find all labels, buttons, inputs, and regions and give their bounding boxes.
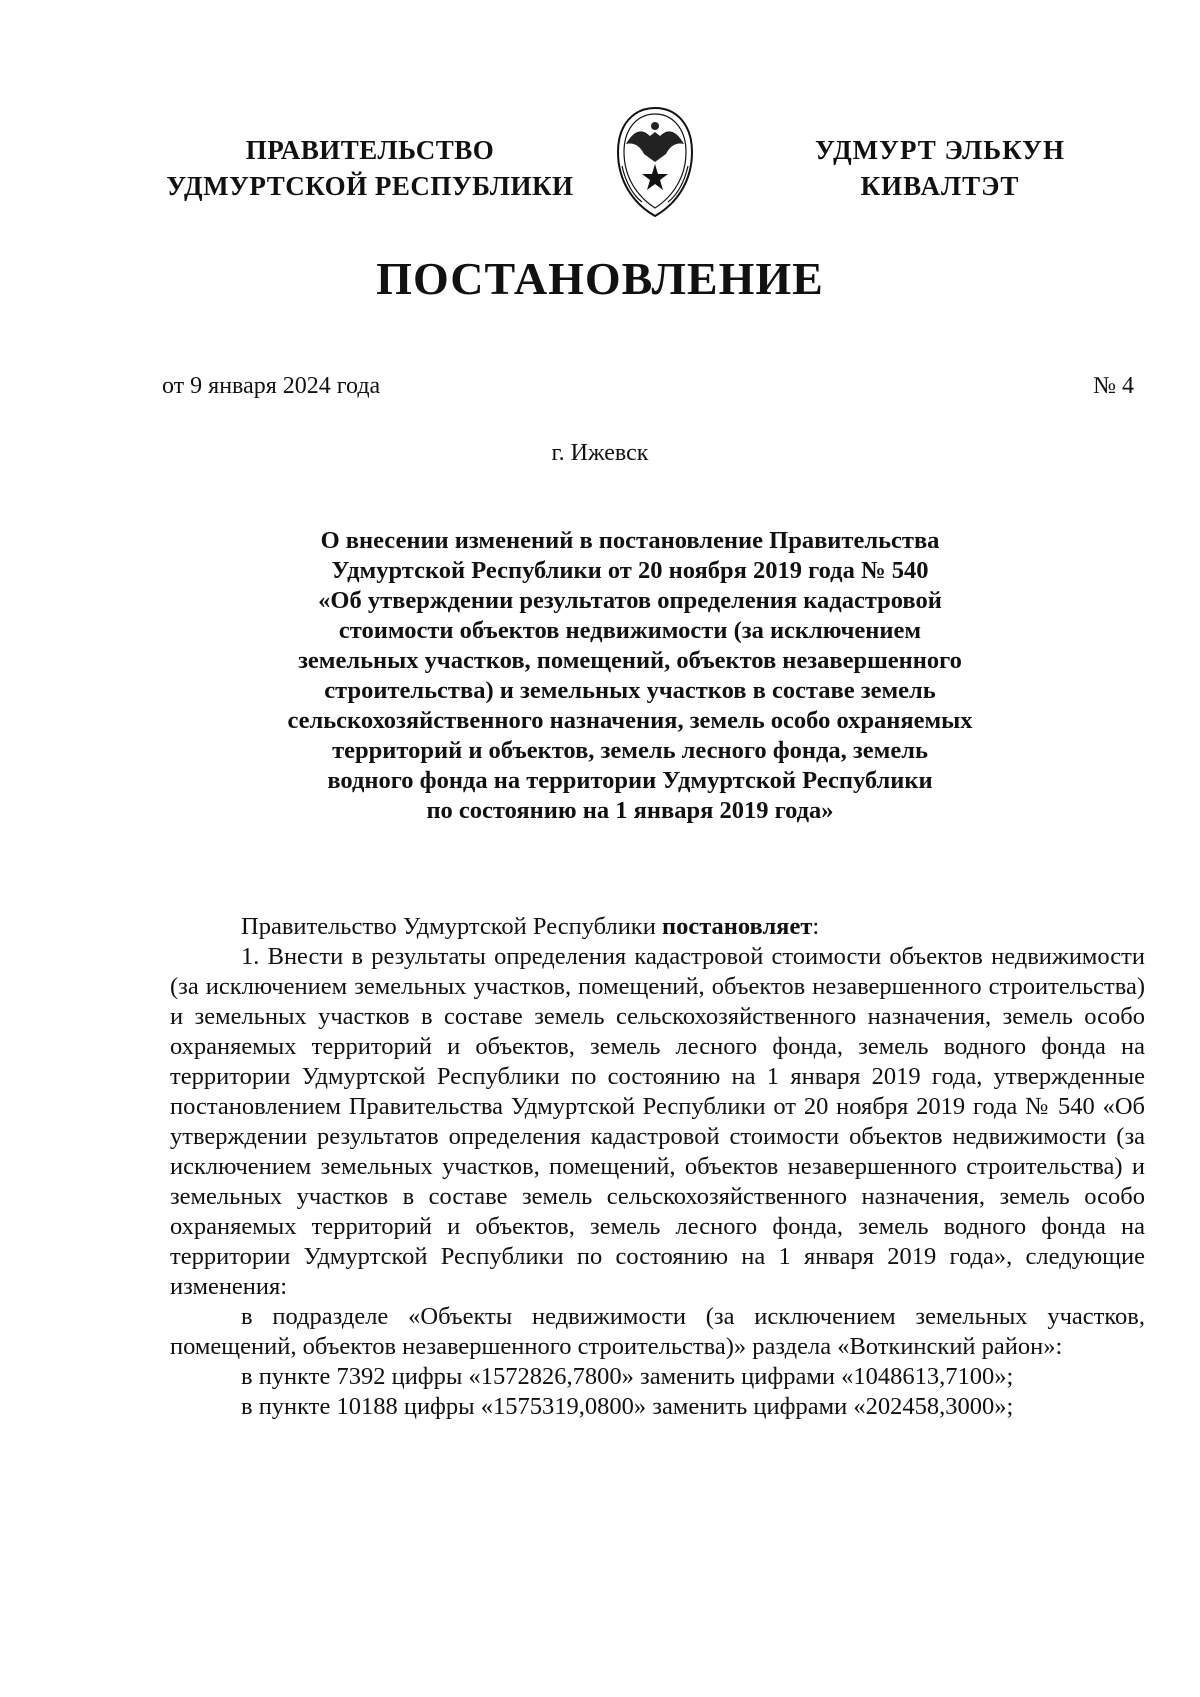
intro-text: Правительство Удмуртской Республики xyxy=(241,913,662,940)
subsection-paragraph: в подразделе «Объекты недвижимости (за исключением земельных участков, помещений, объектов незавершенного строительства)» раздела «Воткинский район»: xyxy=(170,1303,1145,1360)
item-1-paragraph: 1. Внести в результаты определения кадастровой стоимости объектов недвижимости (за исключением земельных участков, помещений, объектов незавершенного строительства) и земельных участков в составе земель сельскохозяйственного назначения, земель особо охраняемых территорий и объектов, земель лесного фонда, земель водного фонда на территории Удмуртской Республики по состоянию на 1 января 2019 года, утвержденные постановлением Правительства Удмуртской Республики от 20 ноября 2019 года № 540 «Об утверждении результатов определения кадастровой стоимости объектов недвижимости (за исключением земельных участков, помещений, объектов незавершенного строительства) и земельных участков в составе земель сельскохозяйственного назначения, земель особо охраняемых территорий и объектов, земель лесного фонда, земель водного фонда на территории Удмуртской Республики по состоянию на 1 января 2019 года», следующие изменения: xyxy=(170,943,1145,1300)
document-subject xyxy=(200,526,1060,826)
document-city: г. Ижевск xyxy=(551,440,649,466)
government-name-line: УДМУРТ ЭЛЬКУН xyxy=(815,135,1065,165)
subject-line: О внесении изменений в постановление Правительства xyxy=(320,527,940,554)
government-name-line: УДМУРТСКОЙ РЕСПУБЛИКИ xyxy=(166,171,574,201)
government-name-russian xyxy=(150,132,590,204)
document-date: от 9 января 2024 года xyxy=(162,373,381,399)
government-name-line: ПРАВИТЕЛЬСТВО xyxy=(245,135,495,165)
subject-line: по состоянию на 1 января 2019 года» xyxy=(426,797,834,824)
change-paragraph: в пункте 7392 цифры «1572826,7800» заменить цифрами «1048613,7100»; xyxy=(241,1363,1014,1390)
coat-of-arms-emblem xyxy=(612,104,698,220)
subject-line: «Об утверждении результатов определения кадастровой xyxy=(318,587,942,614)
subject-line: водного фонда на территории Удмуртской Республики xyxy=(327,767,933,794)
document-number: № 4 xyxy=(1093,373,1134,399)
subject-line: сельскохозяйственного назначения, земель особо охраняемых xyxy=(287,707,973,734)
document-body xyxy=(170,912,1145,1422)
document-type-title: ПОСТАНОВЛЕНИЕ xyxy=(376,253,824,304)
subject-line: земельных участков, помещений, объектов незавершенного xyxy=(298,647,962,674)
subject-line: строительства) и земельных участков в составе земель xyxy=(324,677,936,704)
subject-line: стоимости объектов недвижимости (за исключением xyxy=(338,617,922,644)
intro-colon: : xyxy=(812,913,820,940)
change-paragraph: в пункте 10188 цифры «1575319,0800» заменить цифрами «202458,3000»; xyxy=(241,1393,1014,1420)
government-name-line: КИВАЛТЭТ xyxy=(860,171,1020,201)
intro-paragraph xyxy=(170,912,1145,942)
subject-line: территорий и объектов, земель лесного фонда, земель xyxy=(332,737,928,764)
subject-line: Удмуртской Республики от 20 ноября 2019 года № 540 xyxy=(331,557,929,584)
intro-verb: постановляет xyxy=(661,913,813,940)
government-name-udmurt xyxy=(790,132,1090,204)
